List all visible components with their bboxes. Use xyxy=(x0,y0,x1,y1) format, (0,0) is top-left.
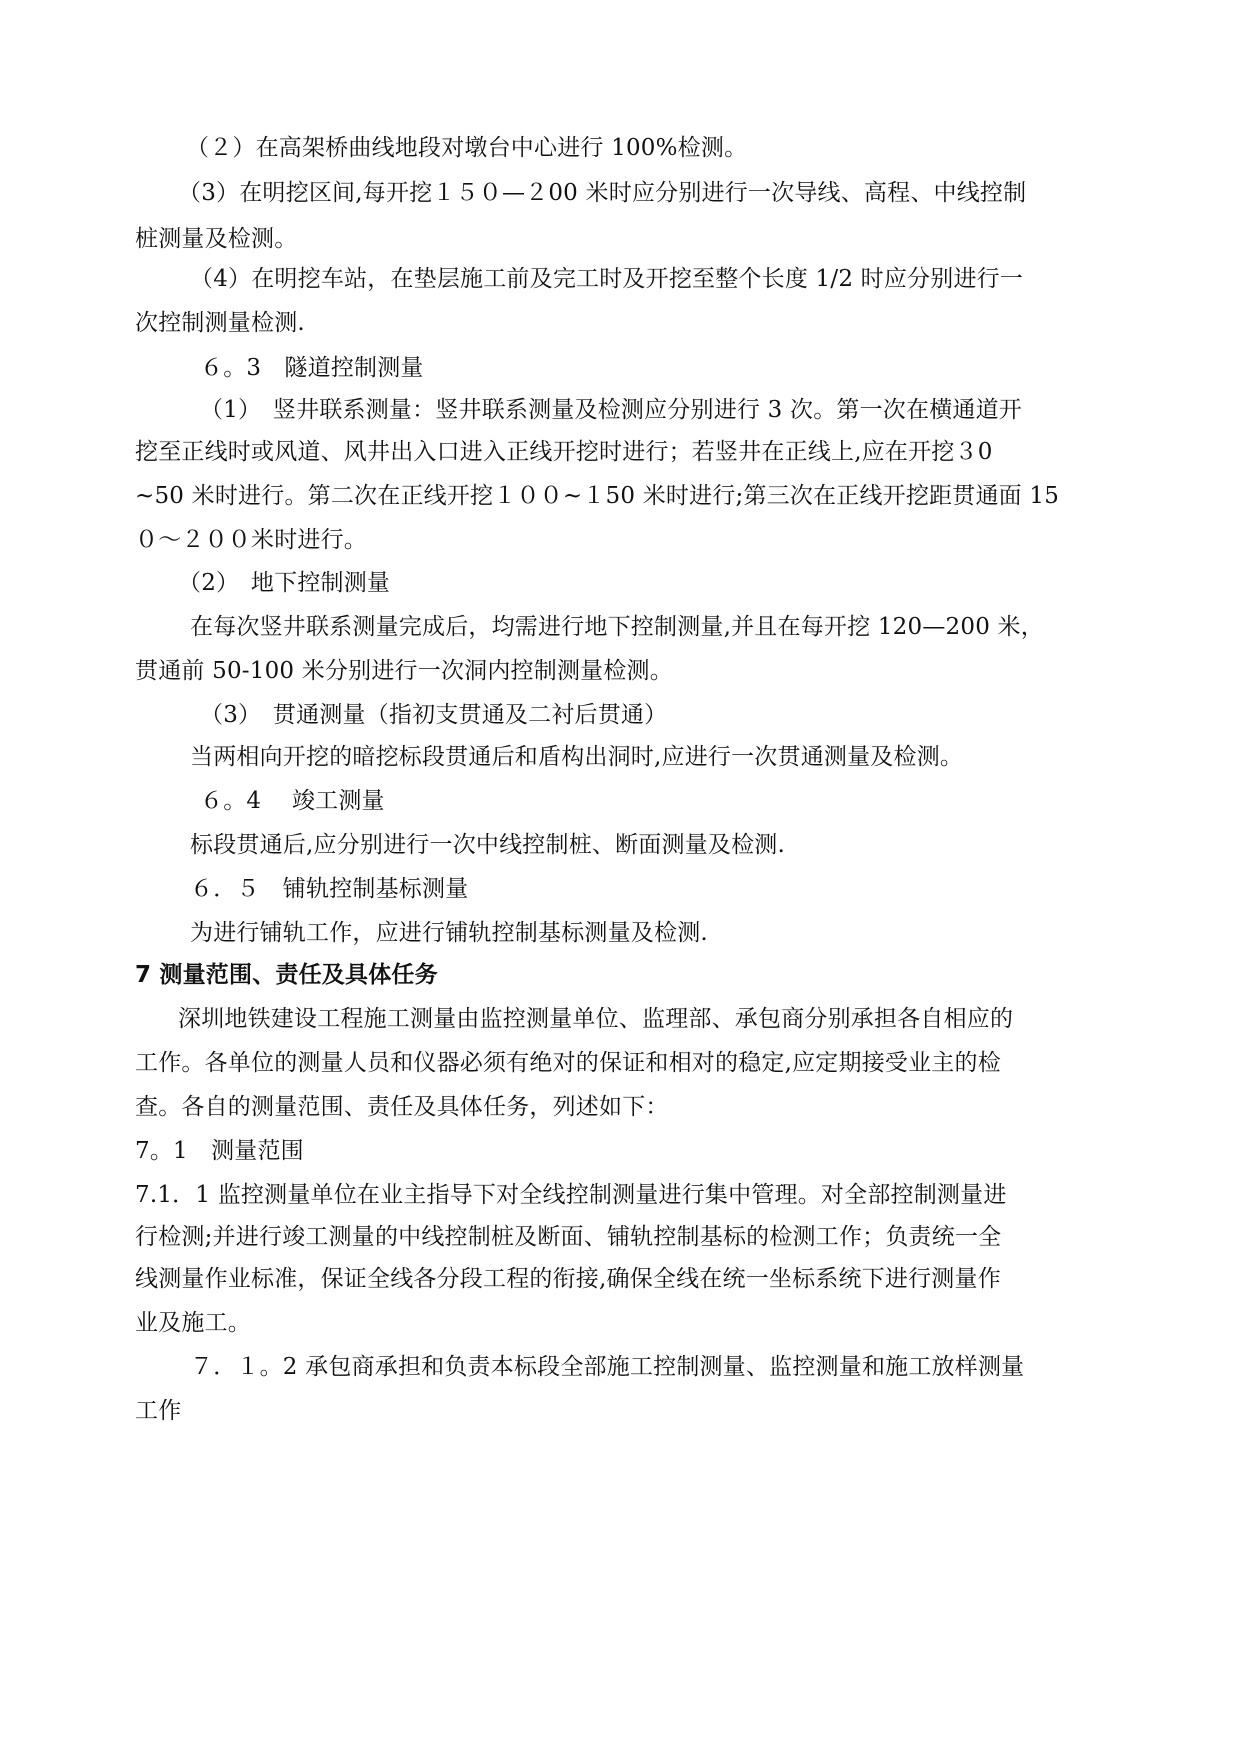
section-heading-7-1: 7。1 测量范围 xyxy=(135,1138,304,1164)
text-line-14: （3） 贯通测量（指初支贯通及二衬后贯通） xyxy=(200,702,668,728)
text-line-1: （２）在高架桥曲线地段对墩台中心进行 100%检测。 xyxy=(186,135,748,161)
text-line-3: 桩测量及检测。 xyxy=(135,226,298,252)
text-line-17: 标段贯通后,应分别进行一次中线控制桩、断面测量及检测. xyxy=(190,832,786,858)
text-line-12: 在每次竖井联系测量完成后，均需进行地下控制测量,并且在每开挖 120—200 米， xyxy=(190,614,1044,640)
text-line-21: 深圳地铁建设工程施工测量由监控测量单位、监理部、承包商分别承担各自相应的 xyxy=(178,1006,1014,1032)
text-line-28: 业及施工。 xyxy=(135,1310,251,1336)
section-heading-6-5: ６．５ 铺轨控制基标测量 xyxy=(190,876,469,902)
text-line-19: 为进行铺轨工作，应进行铺轨控制基标测量及检测. xyxy=(190,920,708,946)
text-line-5: 次控制测量检测. xyxy=(135,310,305,336)
text-line-26: 行检测;并进行竣工测量的中线控制桩及断面、铺轨控制基标的检测工作；负责统一全 xyxy=(135,1224,1002,1250)
text-line-22: 工作。各单位的测量人员和仪器必须有绝对的保证和相对的稳定,应定期接受业主的检 xyxy=(135,1050,1001,1076)
text-line-11: （2） 地下控制测量 xyxy=(178,570,391,596)
text-line-27: 线测量作业标准，保证全线各分段工程的衔接,确保全线在统一坐标系统下进行测量作 xyxy=(135,1266,1001,1292)
text-line-30: 工作 xyxy=(135,1398,182,1424)
text-line-10: ０～２００米时进行。 xyxy=(135,527,367,553)
text-line-15: 当两相向开挖的暗挖标段贯通后和盾构出洞时,应进行一次贯通测量及检测。 xyxy=(190,744,964,770)
text-line-8: 挖至正线时或风道、风井出入口进入正线开挖时进行；若竖井在正线上,应在开挖３0 xyxy=(135,439,993,465)
text-line-29: ７．１。2 承包商承担和负责本标段全部施工控制测量、监控测量和施工放样测量 xyxy=(190,1354,1025,1380)
text-line-13: 贯通前 50-100 米分别进行一次洞内控制测量检测。 xyxy=(135,658,673,684)
chapter-heading-7: 7 测量范围、责任及具体任务 xyxy=(135,962,438,988)
text-line-2: （3）在明挖区间,每开挖１５０—２00 米时应分别进行一次导线、高程、中线控制 xyxy=(178,180,1027,206)
text-line-25: 7.1．1 监控测量单位在业主指导下对全线控制测量进行集中管理。对全部控制测量进 xyxy=(135,1182,1007,1208)
text-line-4: （4）在明挖车站，在垫层施工前及完工时及开挖至整个长度 1/2 时应分别进行一 xyxy=(190,266,1024,292)
section-heading-6-3: ６。3 隧道控制测量 xyxy=(200,355,424,381)
text-line-7: （1） 竖井联系测量：竖井联系测量及检测应分别进行 3 次。第一次在横通道开 xyxy=(200,397,1022,423)
section-heading-6-4: ６。4 竣工测量 xyxy=(200,788,385,814)
text-line-9: ~50 米时进行。第二次在正线开挖１００~１50 米时进行;第三次在正线开挖距贯通面 15 xyxy=(135,483,1060,509)
text-line-23: 查。各自的测量范围、责任及具体任务，列述如下： xyxy=(135,1094,669,1120)
